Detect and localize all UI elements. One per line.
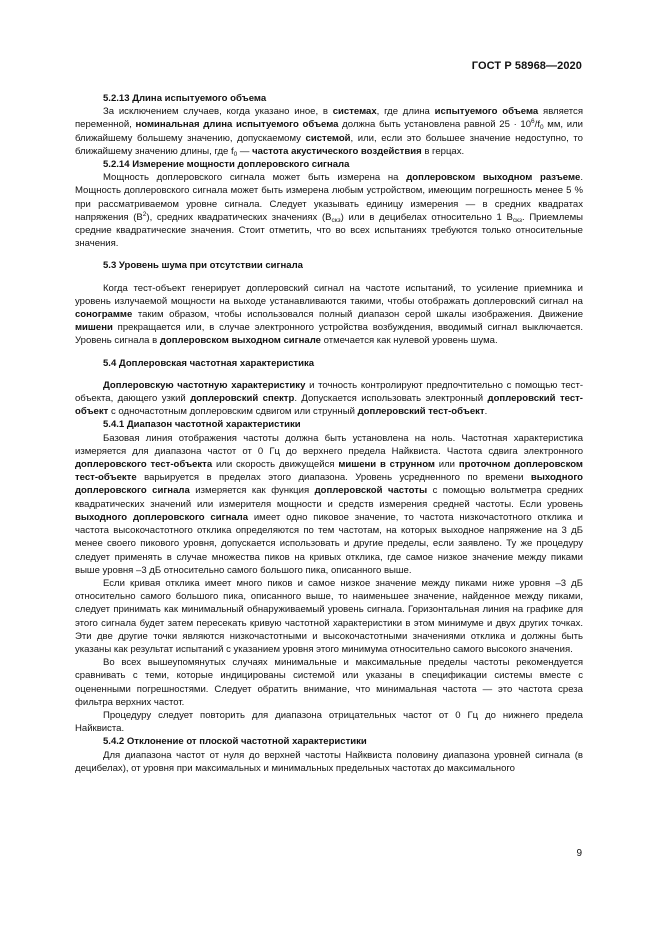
paragraph-5-3: Когда тест-объект генерирует доплеровский сигнал на частоте испытаний, то усиление приемника и уровень излучаемой мощности на выходе устанавливаются такими, чтобы отображать доплеровский сигнал на сонограмме таким образом, чтобы использовался полный диапазон серой шкалы изображения. Движение мишени прекращается или, в случае электронного устройства возбуждения, вводимый сигнал выключается. Уровень сигнала в доплеровском выходном сигнале отмечается как нулевой уровень шума. — [75, 282, 583, 347]
heading-5-4-2: 5.4.2 Отклонение от плоской частотной характеристики — [103, 736, 367, 748]
heading-5-2-14: 5.2.14 Измерение мощности доплеровского сигнала — [103, 159, 350, 171]
heading-5-2-13: 5.2.13 Длина испытуемого объема — [103, 93, 267, 104]
standard-designation: ГОСТ Р 58968—2020 — [471, 60, 582, 72]
paragraph-5-4-2: Для диапазона частот от нуля до верхней частоты Найквиста половину диапазона уровней сигнала (в децибелах), от уровня при максимальных и минимальных предельных частотах до максимального — [75, 749, 583, 774]
paragraph-5-2-14: Мощность доплеровского сигнала может быть измерена на доплеровском выходном разъеме. Мощность доплеровского сигнала может быть измерена любым устройством, имеющим погрешность менее 5 % при рассматриваемом уровне сигнала. Следует указывать единицу измерения — в средних квадратах напряжения $(В^2)$, средних квадратических значениях $(В_{скз})$ или в децибелах относительно 1 $В_{скз}$. Приемлемы средние квадратические значения. Стоит отметить, что во всех испытаниях требуются только относительные значения. — [75, 172, 583, 250]
paragraph-5-4-1-a: Базовая линия отображения частоты должна быть установлена на ноль. Частотная характеристика измеряется для диапазона частот от 0 Гц до верхнего предела Найквиста. Частота сдвига электронного доплеровского тест-объекта или скорость движущейся мишени в струнном или проточном доплеровском тест-объекте варьируется в пределах этого диапазона. Уровень усредненного по времени выходного доплеровского сигнала измеряется как функция доплеровской частоты с помощью вольтметра средних квадратических значений или измерителя мощности и средств измерения средней частоты. Если уровень выходного доплеровского сигнала имеет одно пиковое значение, то частота низкочастотного отклика и частота высокочастотного отклика определяются по тем частотам, на которых выходное напряжение на 3 дБ менее своего пикового уровня, допускается использовать и другие пределы, если заявлено. Ту же процедуру следует применять в случае множества пиков на кривых отклика, где самое низкое значение между пиками выше уровня –3 дБ относительно самого большого пика, описанного выше. — [75, 432, 584, 576]
paragraph-5-4-1-d: Процедуру следует повторить для диапазона отрицательных частот от 0 Гц до нижнего предела Найквиста. — [75, 709, 583, 735]
paragraph-5-4-1-c: Во всех вышеупомянутых случаях минимальные и максимальные пределы частоты рекомендуется сравнивать с теми, которые индицированы системой или указаны в спецификации системы вместе с оцененными погрешностями. Следует обратить внимание, что минимальная частота — это частота среза фильтра верхних частот. — [75, 657, 583, 708]
heading-5-4: 5.4 Доплеровская частотная характеристика — [103, 357, 315, 369]
paragraph-5-2-13: За исключением случаев, когда указано иное, в системах, где длина испытуемого объема является переменной, номинальная длина испытуемого объема должна быть установлена равной $25 \cdot 10^6/f_0$ мм, или ближайшему большему значению, допускаемому системой, или, если это большее значение недоступно, то ближайшему значению длины, где $f_0$ — частота акустического воздействия в герцах. — [75, 106, 583, 158]
heading-5-4-1: 5.4.1 Диапазон частотной характеристики — [103, 419, 301, 431]
heading-5-3: 5.3 Уровень шума при отсутствии сигнала — [103, 260, 303, 272]
page-number: 9 — [576, 848, 582, 859]
paragraph-5-4: Доплеровскую частотную характеристику и точность контролируют предпочтительно с помощью тест-объекта, дающего узкий доплеровский спектр. Допускается использовать электронный доплеровский тест-объект с одночастотным доплеровским сдвигом или струнный доплеровский тест-объект. — [75, 379, 583, 418]
paragraph-5-4-1-b: Если кривая отклика имеет много пиков и самое низкое значение между пиками ниже уровня –3 дБ относительно самого большого пика, описанного выше, то наименьшее значение, найденное между пиками, следует принимать как минимальный обнаруживаемый уровень сигнала. Горизонтальная линия на графике для этого сигнала будет затем пересекать кривую частотной характеристики в этом минимуме и двух других точках. Эти две другие точки являются низкочастотными и высокочастотными значениями отклика и должны быть указаны как результат испытаний с указанием уровня этого минимума относительно самого высокого значения. — [75, 577, 583, 655]
document-body — [75, 92, 583, 775]
